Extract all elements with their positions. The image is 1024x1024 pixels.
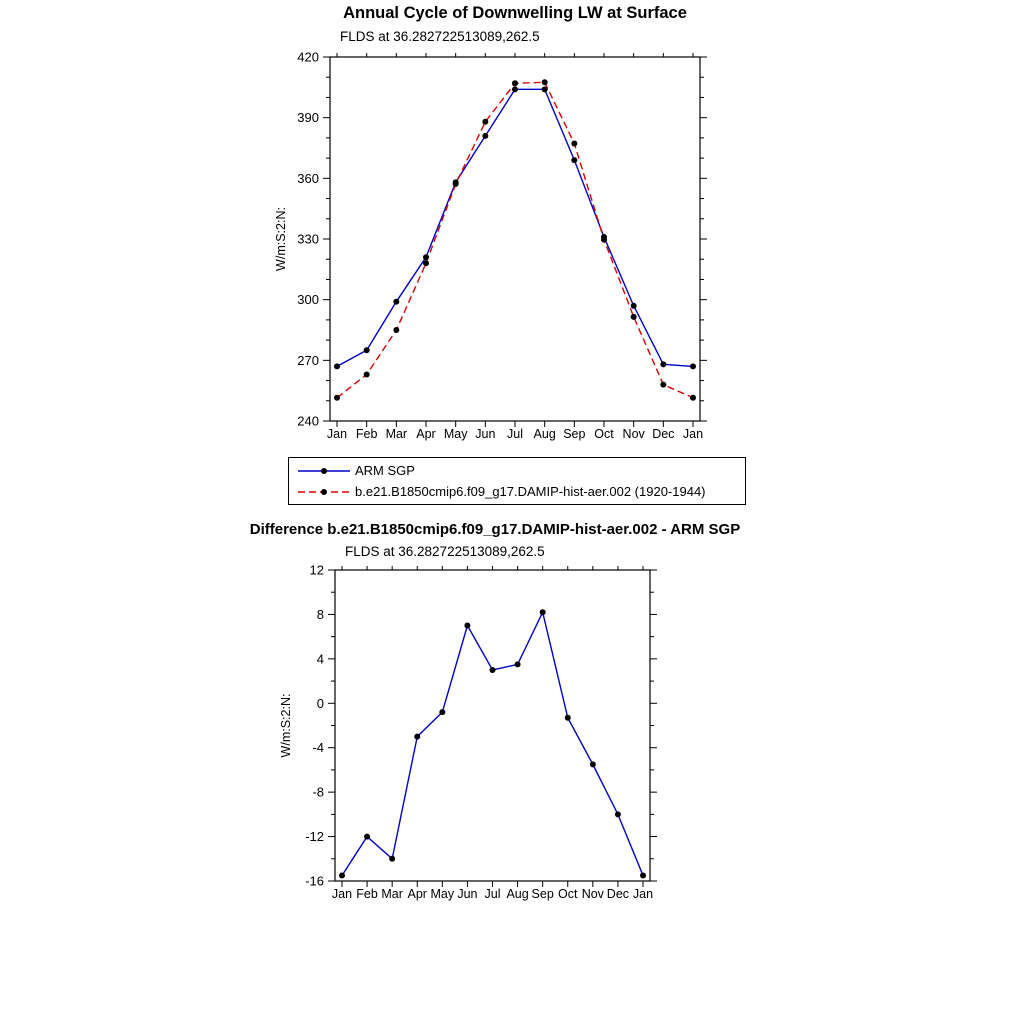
data-point-marker [334,363,340,369]
chart-subtitle: FLDS at 36.282722513089,262.5 [340,29,540,44]
series-line [342,612,643,875]
x-tick-label: Jun [475,427,496,441]
data-point-marker [439,709,445,715]
x-tick-label: Jan [682,427,704,441]
legend-label: ARM SGP [355,463,415,478]
x-tick-label: Feb [355,427,378,441]
x-tick-label: Oct [594,427,614,441]
x-tick-label: May [430,887,455,901]
data-point-marker [364,834,370,840]
data-point-marker [690,363,696,369]
y-tick-label: 8 [316,606,324,622]
y-tick-label: 420 [297,49,319,65]
legend-label: b.e21.B1850cmip6.f09_g17.DAMIP-hist-aer.002 (1920-1944) [355,484,706,499]
data-point-marker [339,872,345,878]
data-point-marker [571,157,577,163]
y-tick-label: 0 [316,695,324,711]
y-tick-label: 390 [297,110,319,126]
series-line [337,89,693,366]
data-point-marker [660,382,666,388]
legend-marker-dot [321,489,327,495]
data-point-marker [389,856,395,862]
data-point-marker [590,761,596,767]
data-point-marker [571,141,577,147]
y-tick-label: -12 [305,829,324,845]
x-tick-label: Sep [531,887,554,901]
data-point-marker [660,361,666,367]
x-tick-label: Dec [606,887,630,901]
series-line [337,82,693,397]
x-tick-label: Aug [506,887,529,901]
legend-dashed-line-sample [296,486,352,498]
x-tick-label: Feb [356,887,378,901]
data-point-marker [464,623,470,629]
data-point-marker [512,80,518,86]
difference-plot [235,515,755,915]
y-tick-label: 12 [309,562,324,578]
data-point-marker [453,181,459,187]
data-point-marker [640,872,646,878]
data-point-marker [515,661,521,667]
difference-chart [235,515,755,915]
x-tick-label: Sep [563,427,586,441]
plot-frame [335,570,650,881]
data-point-marker [423,260,429,266]
data-point-marker [631,303,637,309]
chart-title: Annual Cycle of Downwelling LW at Surface [343,4,687,22]
x-tick-label: Apr [416,427,436,441]
data-point-marker [540,609,546,615]
legend-item-model-run [296,481,745,502]
annual-cycle-chart [270,0,760,512]
data-point-marker [542,86,548,92]
x-tick-label: May [443,427,468,441]
legend-solid-line-sample [296,465,352,477]
x-tick-label: Nov [581,887,604,901]
data-point-marker [512,86,518,92]
x-tick-label: Apr [407,887,427,901]
y-axis-title: W/m:S:2:N: [279,693,293,758]
y-tick-label: 330 [297,231,319,247]
plot-frame [330,57,700,421]
data-point-marker [542,79,548,85]
data-point-marker [334,395,340,401]
data-point-marker [393,299,399,305]
x-tick-label: Jul [484,887,501,901]
x-tick-label: Jul [507,427,523,441]
data-point-marker [482,133,488,139]
data-point-marker [615,811,621,817]
data-point-marker [565,715,571,721]
data-point-marker [414,734,420,740]
data-point-marker [364,347,370,353]
y-axis-title: W/m:S:2:N: [274,207,288,271]
data-point-marker [631,314,637,320]
annual-cycle-plot [270,0,760,450]
x-tick-label: Mar [385,427,408,441]
data-point-marker [482,119,488,125]
x-tick-label: Oct [558,887,578,901]
y-tick-label: -4 [312,740,324,756]
data-point-marker [690,395,696,401]
x-tick-label: Jan [632,887,654,901]
data-point-marker [393,327,399,333]
x-tick-label: Jan [331,887,353,901]
x-tick-label: Nov [622,427,645,441]
legend [288,457,746,505]
y-tick-label: 360 [297,170,319,186]
legend-item-arm-sgp [296,460,745,481]
y-tick-label: 4 [316,651,324,667]
y-tick-label: 270 [297,352,319,368]
legend-marker-dot [321,468,327,474]
y-tick-label: 240 [297,413,319,429]
x-tick-label: Mar [381,887,403,901]
data-point-marker [423,254,429,260]
data-point-marker [490,667,496,673]
chart-title: Difference b.e21.B1850cmip6.f09_g17.DAMIP-hist-aer.002 - ARM SGP [249,521,741,538]
data-point-marker [364,371,370,377]
data-point-marker [601,237,607,243]
x-tick-label: Jan [326,427,348,441]
y-tick-label: 300 [297,292,319,308]
x-tick-label: Jun [457,887,478,901]
y-tick-label: -8 [312,784,324,800]
x-tick-label: Dec [652,427,675,441]
chart-subtitle: FLDS at 36.282722513089,262.5 [345,544,545,559]
y-tick-label: -16 [305,873,324,889]
x-tick-label: Aug [533,427,556,441]
